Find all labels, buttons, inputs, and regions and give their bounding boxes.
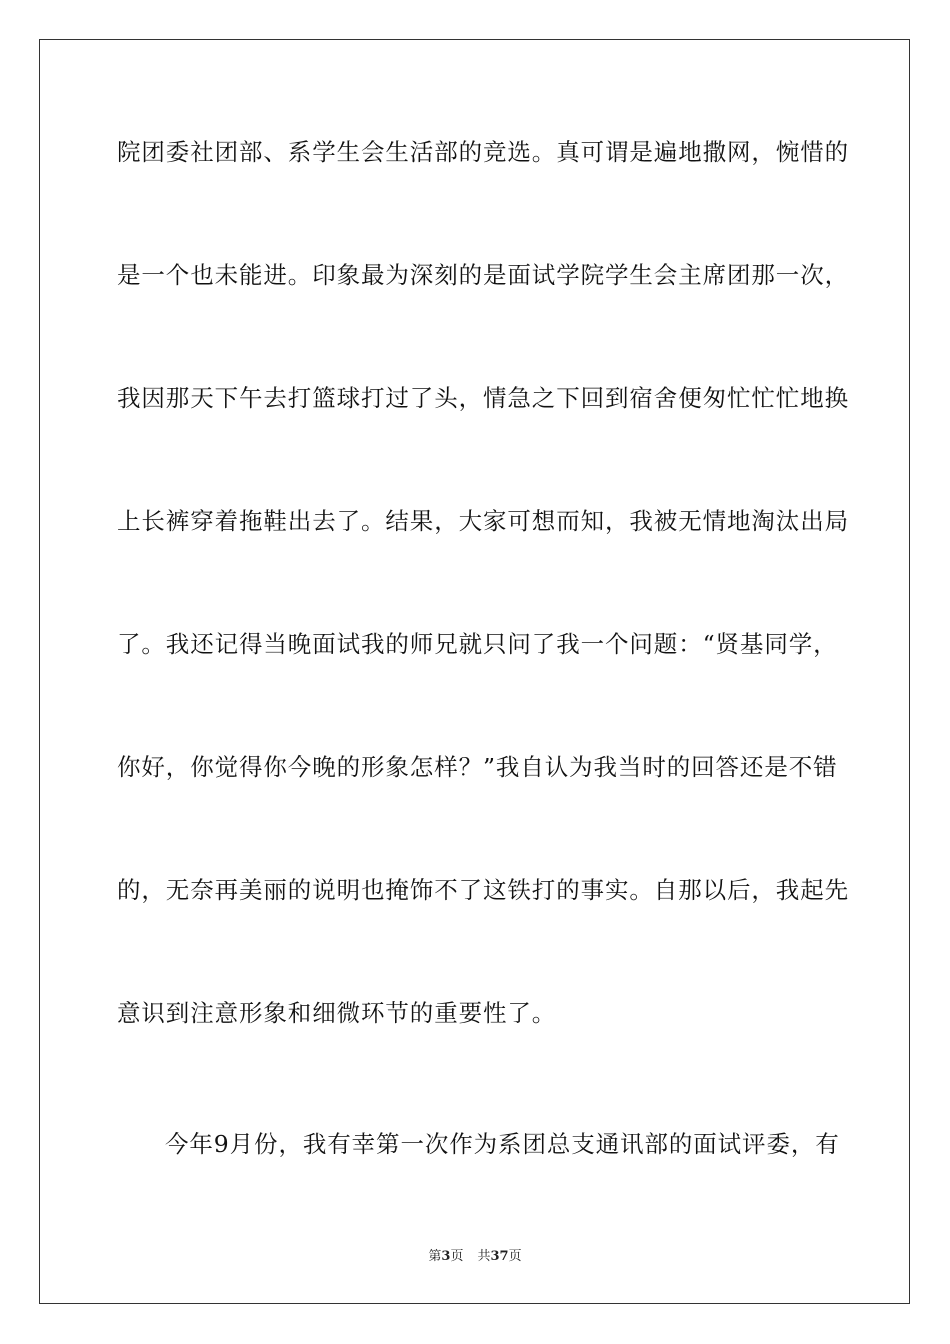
body-text-line: 的，无奈再美丽的说明也掩饰不了这铁打的事实。自那以后，我起先 — [117, 876, 849, 904]
total-pages: 37 — [490, 1249, 509, 1264]
body-text-line-indented: 今年9月份，我有幸第一次作为系团总支通讯部的面试评委，有 — [165, 1130, 840, 1158]
body-text-line: 我因那天下午去打篮球打过了头，情急之下回到宿舍便匆忙忙忙地换 — [117, 384, 849, 412]
body-text-line: 你好，你觉得你今晚的形象怎样？”我自认为我当时的回答还是不错 — [117, 753, 838, 781]
page-border — [39, 39, 910, 1304]
page-footer — [0, 1248, 950, 1266]
page-number: 3 — [441, 1249, 451, 1264]
body-text-line: 上长裤穿着拖鞋出去了。结果，大家可想而知，我被无情地淘汰出局 — [117, 507, 849, 535]
page-suffix: 页 — [450, 1249, 464, 1264]
total-prefix: 共 — [477, 1249, 491, 1264]
body-text-line: 了。我还记得当晚面试我的师兄就只问了我一个问题：“贤基同学， — [117, 630, 838, 658]
total-suffix: 页 — [508, 1249, 522, 1264]
body-text-line: 是一个也未能进。印象最为深刻的是面试学院学生会主席团那一次， — [117, 261, 849, 289]
body-text-line: 意识到注意形象和细微环节的重要性了。 — [117, 999, 557, 1027]
page-prefix: 第 — [428, 1249, 442, 1264]
body-text-line: 院团委社团部、系学生会生活部的竞选。真可谓是遍地撒网，惋惜的 — [117, 138, 849, 166]
